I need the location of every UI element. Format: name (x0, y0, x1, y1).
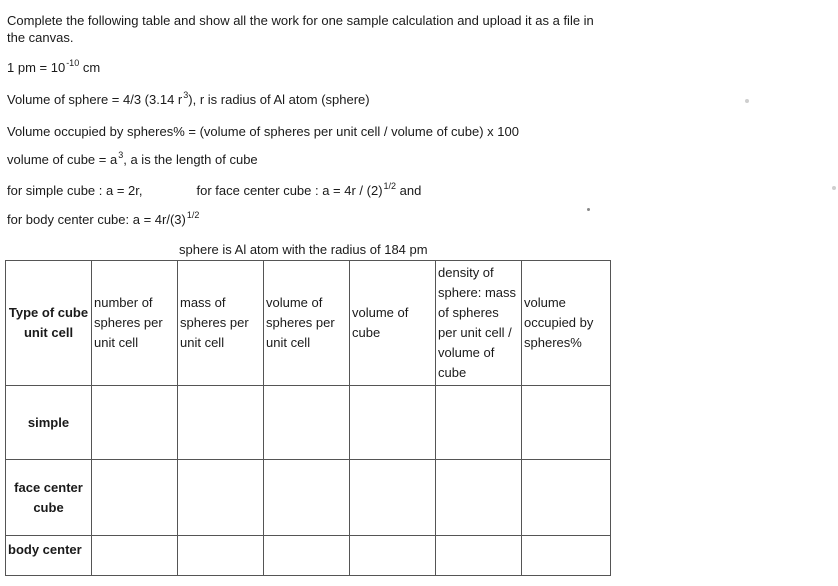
table-row (6, 536, 611, 576)
conversion-prefix: 1 pm = 10 (7, 60, 66, 75)
conversion-suffix: cm (79, 60, 101, 75)
volume-sphere-suffix: ), r is radius of Al atom (sphere) (188, 92, 370, 107)
row-label-simple: simple (6, 386, 92, 460)
table-cell[interactable] (264, 536, 350, 576)
volume-cube-exponent: 3 (118, 150, 124, 160)
header-type-of-cube: Type of cube unit cell (6, 261, 92, 386)
volume-sphere-prefix: Volume of sphere = 4/3 (3.14 r (7, 92, 183, 107)
table-cell[interactable] (522, 386, 611, 460)
conversion-formula (7, 60, 100, 75)
table-cell[interactable] (350, 460, 436, 536)
row-label-face-center: face center cube (6, 460, 92, 536)
table-cell[interactable] (264, 460, 350, 536)
instruction-line-2: the canvas. (7, 30, 74, 45)
body-center-prefix: for body center cube: a = 4r/(3) (7, 212, 186, 227)
table-cell[interactable] (350, 536, 436, 576)
scan-speck (587, 208, 590, 211)
scan-speck (832, 186, 836, 190)
table-cell[interactable] (436, 536, 522, 576)
table-cell[interactable] (178, 536, 264, 576)
table-cell[interactable] (436, 386, 522, 460)
header-volume-of-cube: volume of cube (350, 261, 436, 386)
table-row (6, 460, 611, 536)
table-cell[interactable] (522, 460, 611, 536)
body-center-exponent: 1/2 (186, 210, 200, 220)
volume-sphere-exponent: 3 (183, 90, 189, 100)
face-center-suffix: and (396, 183, 422, 198)
header-number-of-spheres: number of spheres per unit cell (92, 261, 178, 386)
table-cell[interactable] (522, 536, 611, 576)
conversion-exponent: -10 (66, 58, 80, 68)
table-header-row (6, 261, 611, 386)
unit-cell-table (5, 260, 611, 576)
header-volume-occupied: volume occupied by spheres% (522, 261, 611, 386)
table-cell[interactable] (92, 386, 178, 460)
face-center-exponent: 1/2 (383, 181, 397, 191)
table-cell[interactable] (92, 460, 178, 536)
header-mass-of-spheres: mass of spheres per unit cell (178, 261, 264, 386)
table-cell[interactable] (178, 386, 264, 460)
volume-sphere-formula (7, 92, 370, 107)
volume-occupied-formula: Volume occupied by spheres% = (volume of spheres per unit cell / volume of cube) x 100 (7, 124, 519, 139)
header-volume-of-spheres: volume of spheres per unit cell (264, 261, 350, 386)
table-caption: sphere is Al atom with the radius of 184 pm (179, 242, 428, 257)
header-density: density of sphere: mass of spheres per unit cell / volume of cube (436, 261, 522, 386)
volume-cube-formula (7, 152, 258, 167)
table-cell[interactable] (92, 536, 178, 576)
body-center-formula (7, 212, 199, 227)
table-cell[interactable] (178, 460, 264, 536)
scan-speck (745, 99, 749, 103)
volume-cube-prefix: volume of cube = a (7, 152, 118, 167)
face-center-prefix: for face center cube : a = 4r / (2) (196, 183, 383, 198)
instruction-line-1: Complete the following table and show all the work for one sample calculation and upload it as a file in (7, 13, 594, 28)
table-cell[interactable] (264, 386, 350, 460)
table-row (6, 386, 611, 460)
table-cell[interactable] (436, 460, 522, 536)
edge-formulas-line (7, 183, 421, 198)
table-cell[interactable] (350, 386, 436, 460)
row-label-body-center: body center (6, 536, 92, 576)
volume-cube-suffix: , a is the length of cube (123, 152, 258, 167)
simple-cube-formula: for simple cube : a = 2r, (7, 183, 143, 198)
